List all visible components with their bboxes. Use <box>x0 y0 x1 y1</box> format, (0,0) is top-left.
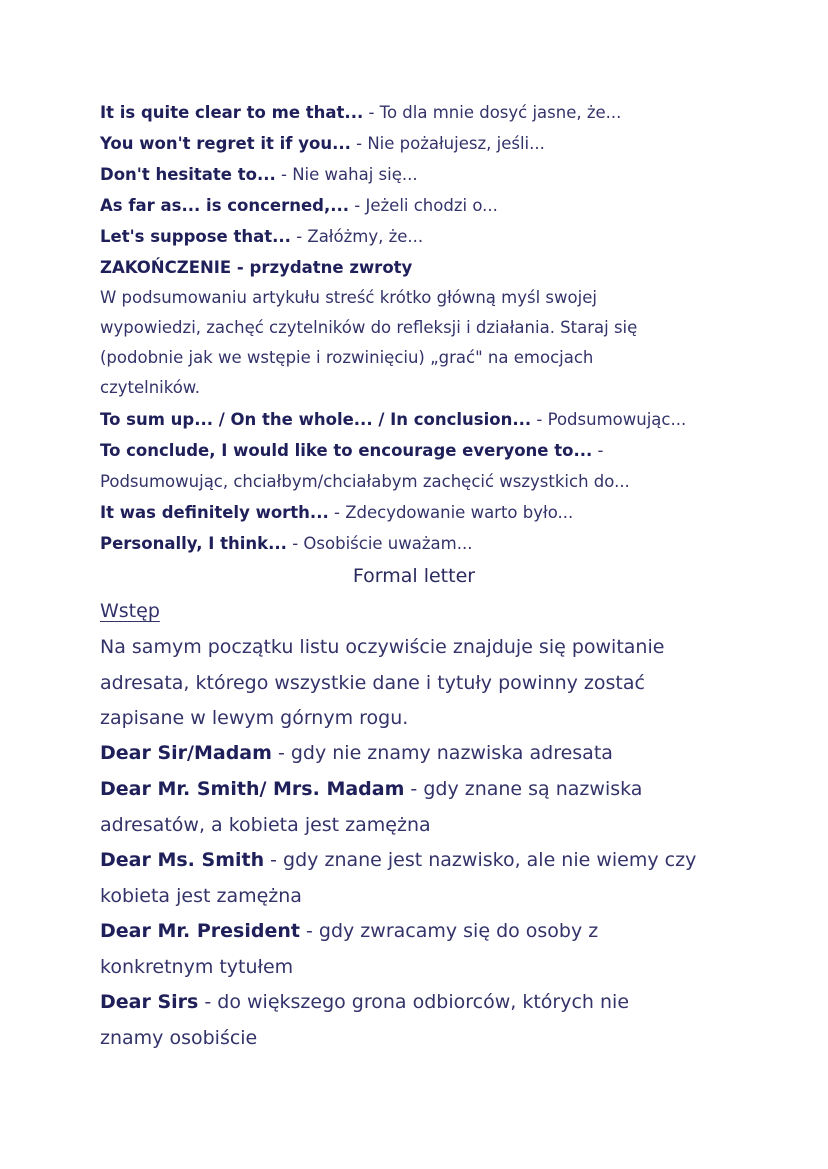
intro-text-line: Na samym początku listu oczywiście znajduje się powitanie <box>100 636 665 658</box>
ending-phrase-line <box>100 534 472 553</box>
salutation-polish: - gdy znane jest nazwisko, ale nie wiemy czy <box>264 849 697 871</box>
phrase-english: You won't regret it if you... <box>100 134 351 153</box>
salutation-english: Dear Ms. Smith <box>100 849 265 871</box>
phrase-line <box>100 227 423 246</box>
phrase-english: It was definitely worth... <box>100 503 329 522</box>
salutation-line <box>100 1027 257 1049</box>
phrase-polish: - Nie wahaj się... <box>275 165 418 184</box>
phrase-english: Personally, I think... <box>100 534 287 553</box>
salutation-line <box>100 920 598 942</box>
salutation-polish: konkretnym tytułem <box>100 956 294 978</box>
ending-description-line: wypowiedzi, zachęć czytelników do refleksji i działania. Staraj się <box>100 318 638 337</box>
salutation-polish: - gdy zwracamy się do osoby z <box>299 920 599 942</box>
phrase-english: Don't hesitate to... <box>100 165 276 184</box>
salutation-line <box>100 991 629 1013</box>
salutation-line <box>100 742 613 764</box>
salutation-polish: adresatów, a kobieta jest zamężna <box>100 814 431 836</box>
phrase-polish: - <box>592 441 604 460</box>
phrase-line <box>100 134 545 153</box>
phrase-polish: Podsumowując, chciałbym/chciałabym zachęcić wszystkich do... <box>100 472 630 491</box>
ending-description-line: (podobnie jak we wstępie i rozwinięciu) „grać" na emocjach <box>100 348 594 367</box>
salutation-english: Dear Mr. President <box>100 920 300 942</box>
intro-text-line: zapisane w lewym górnym rogu. <box>100 707 409 729</box>
ending-phrase-line <box>100 472 630 491</box>
phrase-polish: - Zdecydowanie warto było... <box>328 503 574 522</box>
salutation-polish: kobieta jest zamężna <box>100 885 302 907</box>
salutation-line <box>100 814 431 836</box>
salutation-polish: znamy osobiście <box>100 1027 258 1049</box>
phrase-polish: - Załóżmy, że... <box>290 227 424 246</box>
intro-text-line: adresata, którego wszystkie dane i tytuły powinny zostać <box>100 672 645 694</box>
salutation-polish: - gdy znane są nazwiska <box>404 778 643 800</box>
phrase-line <box>100 165 418 184</box>
phrase-polish: - Nie pożałujesz, jeśli... <box>350 134 545 153</box>
phrase-polish: - Podsumowując... <box>531 410 687 429</box>
phrase-line <box>100 103 621 122</box>
salutation-english: Dear Sir/Madam <box>100 742 272 764</box>
salutation-english: Dear Sirs <box>100 991 199 1013</box>
ending-description-line: W podsumowaniu artykułu streść krótko główną myśl swojej <box>100 288 597 307</box>
intro-heading: Wstęp <box>100 600 160 622</box>
ending-phrase-line <box>100 503 573 522</box>
phrase-english: To sum up... / On the whole... / In conclusion... <box>100 410 532 429</box>
phrase-english: To conclude, I would like to encourage everyone to... <box>100 441 593 460</box>
salutation-line <box>100 885 302 907</box>
ending-phrase-line <box>100 410 686 429</box>
ending-phrase-line <box>100 441 603 460</box>
salutation-polish: - do większego grona odbiorców, których nie <box>198 991 630 1013</box>
salutation-line <box>100 849 696 871</box>
salutation-polish: - gdy nie znamy nazwiska adresata <box>271 742 613 764</box>
phrase-polish: - Jeżeli chodzi o... <box>349 196 498 215</box>
salutation-line <box>100 778 642 800</box>
phrase-english: Let's suppose that... <box>100 227 291 246</box>
salutation-line <box>100 956 293 978</box>
salutation-english: Dear Mr. Smith/ Mrs. Madam <box>100 778 405 800</box>
ending-heading: ZAKOŃCZENIE - przydatne zwroty <box>100 258 413 277</box>
phrase-polish: - Osobiście uważam... <box>286 534 473 553</box>
phrase-english: It is quite clear to me that... <box>100 103 364 122</box>
section-title: Formal letter <box>352 565 476 587</box>
phrase-polish: - To dla mnie dosyć jasne, że... <box>363 103 622 122</box>
phrase-english: As far as... is concerned,... <box>100 196 350 215</box>
phrase-line <box>100 196 498 215</box>
ending-description-line: czytelników. <box>100 378 201 397</box>
